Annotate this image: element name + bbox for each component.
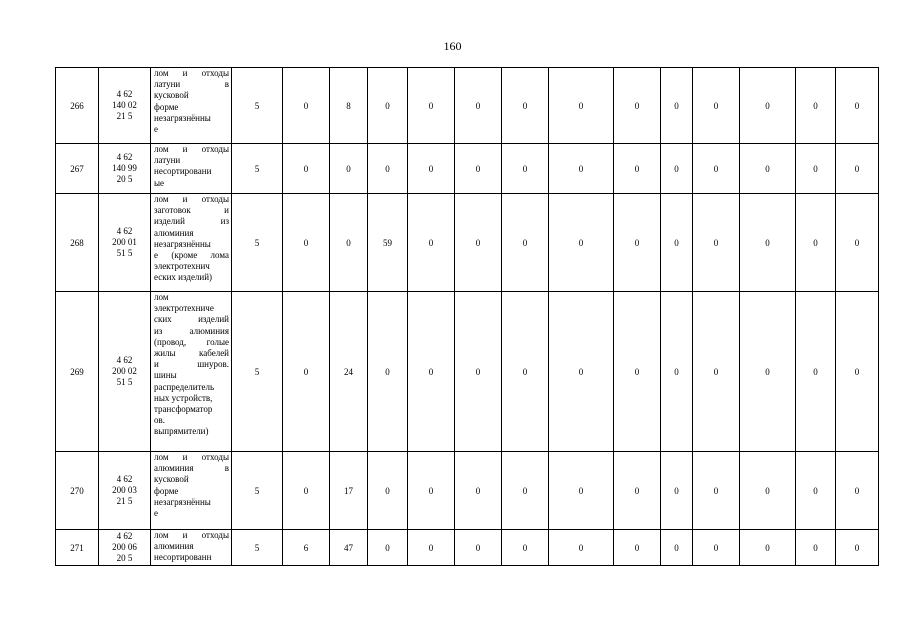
value-cell: 0 xyxy=(661,144,693,194)
value-cell: 0 xyxy=(836,68,879,144)
value-cell: 0 xyxy=(455,68,502,144)
waste-name-line: (провод, голые xyxy=(154,336,229,347)
row-number: 270 xyxy=(56,452,99,530)
value-cell: 0 xyxy=(408,452,455,530)
value-cell: 0 xyxy=(740,292,796,452)
value-cell: 0 xyxy=(740,68,796,144)
waste-name-line: лом и отходы xyxy=(154,530,229,540)
value-cell: 0 xyxy=(502,452,549,530)
value-cell: 0 xyxy=(283,194,330,292)
value-cell: 0 xyxy=(455,452,502,530)
waste-name-line: е xyxy=(154,508,158,519)
waste-name-line: жилы кабелей xyxy=(154,348,229,359)
value-cell: 5 xyxy=(232,68,283,144)
waste-name-line: латуни в xyxy=(154,79,229,90)
waste-code-line: 51 5 xyxy=(116,248,133,258)
waste-name xyxy=(151,452,232,530)
value-cell: 0 xyxy=(693,194,740,292)
page-number: 160 xyxy=(443,39,462,53)
value-cell: 6 xyxy=(283,530,330,566)
value-cell: 0 xyxy=(693,68,740,144)
row-number: 269 xyxy=(56,292,99,452)
waste-code-line: 200 03 xyxy=(112,485,137,495)
value-cell: 0 xyxy=(614,144,661,194)
waste-name-line: ые xyxy=(154,177,165,188)
waste-name-line: алюминия xyxy=(154,227,194,238)
waste-name-line: незагрязнённы xyxy=(154,496,211,507)
value-cell: 0 xyxy=(330,194,368,292)
value-cell: 0 xyxy=(283,68,330,144)
value-cell: 0 xyxy=(796,530,836,566)
value-cell: 5 xyxy=(232,144,283,194)
waste-name xyxy=(151,530,232,566)
waste-code-line: 140 02 xyxy=(112,100,137,110)
value-cell: 0 xyxy=(661,194,693,292)
waste-code-line: 200 01 xyxy=(112,237,137,247)
waste-code xyxy=(99,530,151,566)
waste-name-line: распределитель xyxy=(154,381,215,392)
value-cell: 0 xyxy=(283,292,330,452)
value-cell: 0 xyxy=(614,194,661,292)
waste-name-line: лом и отходы xyxy=(154,452,229,462)
value-cell: 0 xyxy=(502,292,549,452)
value-cell: 0 xyxy=(796,144,836,194)
waste-name-line: форме xyxy=(154,485,179,496)
waste-name xyxy=(151,292,232,452)
value-cell: 0 xyxy=(368,144,408,194)
value-cell: 0 xyxy=(502,530,549,566)
waste-code-line: 4 62 xyxy=(116,152,133,162)
waste-name-line: незагрязнённы xyxy=(154,112,211,123)
value-cell: 0 xyxy=(283,452,330,530)
waste-code-line: 21 5 xyxy=(116,111,133,121)
value-cell: 0 xyxy=(661,68,693,144)
waste-name xyxy=(151,144,232,194)
value-cell: 0 xyxy=(408,68,455,144)
waste-name-line: незагрязнённы xyxy=(154,238,211,249)
waste-name-line: лом и отходы xyxy=(154,194,229,204)
value-cell: 0 xyxy=(693,452,740,530)
value-cell: 0 xyxy=(796,452,836,530)
value-cell: 0 xyxy=(549,292,614,452)
value-cell: 0 xyxy=(408,144,455,194)
value-cell: 59 xyxy=(368,194,408,292)
waste-name-line: изделий из xyxy=(154,216,229,227)
value-cell: 0 xyxy=(455,530,502,566)
value-cell: 0 xyxy=(549,194,614,292)
waste-name-line: еских изделий) xyxy=(154,272,213,283)
value-cell: 0 xyxy=(693,530,740,566)
value-cell: 0 xyxy=(455,292,502,452)
waste-name-line: из алюминия xyxy=(154,325,229,336)
waste-name-line: лом и отходы xyxy=(154,68,229,78)
waste-name xyxy=(151,68,232,144)
value-cell: 0 xyxy=(836,452,879,530)
waste-name-line: лом xyxy=(154,292,169,302)
value-cell: 0 xyxy=(502,68,549,144)
value-cell: 0 xyxy=(796,194,836,292)
value-cell: 0 xyxy=(368,68,408,144)
value-cell: 0 xyxy=(455,194,502,292)
value-cell: 0 xyxy=(836,144,879,194)
waste-name-line: трансформатор xyxy=(154,404,213,415)
waste-code-line: 200 06 xyxy=(112,542,137,552)
waste-code xyxy=(99,452,151,530)
value-cell: 0 xyxy=(549,452,614,530)
value-cell: 0 xyxy=(836,530,879,566)
waste-code-line: 4 62 xyxy=(116,355,133,365)
value-cell: 0 xyxy=(614,292,661,452)
waste-code-line: 51 5 xyxy=(116,377,133,387)
value-cell: 0 xyxy=(740,194,796,292)
waste-name-line: е (кроме лома xyxy=(154,250,229,261)
value-cell: 47 xyxy=(330,530,368,566)
waste-table xyxy=(55,67,879,566)
value-cell: 17 xyxy=(330,452,368,530)
table-row xyxy=(56,144,879,194)
waste-code xyxy=(99,292,151,452)
row-number: 266 xyxy=(56,68,99,144)
waste-name-line: лом и отходы xyxy=(154,144,229,154)
value-cell: 0 xyxy=(408,292,455,452)
value-cell: 0 xyxy=(502,194,549,292)
value-cell: 0 xyxy=(368,530,408,566)
value-cell: 0 xyxy=(796,292,836,452)
waste-name-line: ных устройств, xyxy=(154,392,213,403)
value-cell: 0 xyxy=(549,530,614,566)
waste-code-line: 4 62 xyxy=(116,89,133,99)
waste-code-line: 140 99 xyxy=(112,163,137,173)
row-number: 267 xyxy=(56,144,99,194)
value-cell: 0 xyxy=(614,530,661,566)
waste-name-line: и шнуров. xyxy=(154,359,229,370)
waste-name-line: алюминия xyxy=(154,541,194,552)
value-cell: 0 xyxy=(693,144,740,194)
waste-code xyxy=(99,144,151,194)
waste-code-line: 200 02 xyxy=(112,366,137,376)
value-cell: 24 xyxy=(330,292,368,452)
value-cell: 0 xyxy=(661,452,693,530)
waste-name-line: ов. xyxy=(154,415,165,426)
value-cell: 0 xyxy=(796,68,836,144)
table-row xyxy=(56,68,879,144)
value-cell: 0 xyxy=(549,68,614,144)
value-cell: 0 xyxy=(836,194,879,292)
value-cell: 0 xyxy=(693,292,740,452)
waste-code xyxy=(99,194,151,292)
value-cell: 0 xyxy=(455,144,502,194)
waste-code-line: 4 62 xyxy=(116,474,133,484)
waste-name-line: латуни xyxy=(154,155,181,166)
waste-name-line: несортированн xyxy=(154,552,212,563)
value-cell: 0 xyxy=(836,292,879,452)
table-row xyxy=(56,194,879,292)
value-cell: 0 xyxy=(740,530,796,566)
waste-name-line: несортировани xyxy=(154,166,212,177)
value-cell: 5 xyxy=(232,292,283,452)
table-row xyxy=(56,292,879,452)
waste-name-line: заготовок и xyxy=(154,205,229,216)
waste-code-line: 4 62 xyxy=(116,226,133,236)
value-cell: 0 xyxy=(502,144,549,194)
waste-name-line: шины xyxy=(154,370,177,381)
row-number: 271 xyxy=(56,530,99,566)
value-cell: 0 xyxy=(661,530,693,566)
waste-name xyxy=(151,194,232,292)
waste-code-line: 20 5 xyxy=(116,174,133,184)
value-cell: 0 xyxy=(740,144,796,194)
value-cell: 0 xyxy=(549,144,614,194)
value-cell: 5 xyxy=(232,530,283,566)
waste-name-line: ских изделий xyxy=(154,314,229,325)
waste-code-line: 21 5 xyxy=(116,496,133,506)
value-cell: 5 xyxy=(232,194,283,292)
value-cell: 5 xyxy=(232,452,283,530)
value-cell: 0 xyxy=(368,292,408,452)
waste-name-line: электротехниче xyxy=(154,303,214,314)
value-cell: 0 xyxy=(368,452,408,530)
waste-name-line: кусковой xyxy=(154,474,189,485)
waste-name-line: кусковой xyxy=(154,90,189,101)
waste-name-line: выпрямители) xyxy=(154,426,209,437)
table-row xyxy=(56,452,879,530)
value-cell: 0 xyxy=(614,452,661,530)
value-cell: 0 xyxy=(614,68,661,144)
value-cell: 8 xyxy=(330,68,368,144)
waste-name-line: алюминия в xyxy=(154,463,229,474)
waste-code xyxy=(99,68,151,144)
value-cell: 0 xyxy=(740,452,796,530)
waste-name-line: е xyxy=(154,124,158,135)
table-row xyxy=(56,530,879,566)
value-cell: 0 xyxy=(330,144,368,194)
value-cell: 0 xyxy=(408,530,455,566)
waste-code-line: 20 5 xyxy=(116,553,133,563)
value-cell: 0 xyxy=(283,144,330,194)
waste-name-line: форме xyxy=(154,101,179,112)
value-cell: 0 xyxy=(661,292,693,452)
row-number: 268 xyxy=(56,194,99,292)
waste-code-line: 4 62 xyxy=(116,531,133,541)
waste-name-line: электротехнич xyxy=(154,261,210,272)
value-cell: 0 xyxy=(408,194,455,292)
